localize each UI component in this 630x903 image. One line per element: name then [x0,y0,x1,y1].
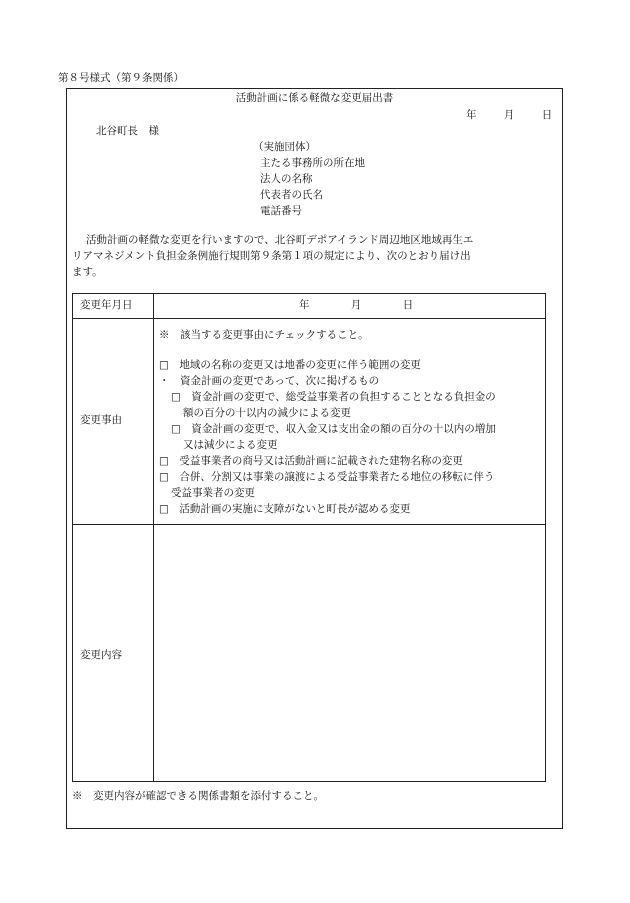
intro-text-line: リアマネジメント負担金条例施行規則第９条第１項の規定により、次のとおり届け出 [72,250,471,262]
reason-option-trade-name-change: □ 受益事業者の商号又は活動計画に記載された建物名称の変更 [159,455,463,467]
form-number: 第８号様式（第９条関係） [58,72,184,84]
applicant-representative-label: 代表者の氏名 [260,189,323,201]
change-reason-label: 変更事由 [80,414,122,426]
reason-option-merger-transfer-cont: 受益事業者の変更 [171,487,255,499]
applicant-phone-label: 電話番号 [260,205,302,217]
change-content-label: 変更内容 [80,649,122,661]
change-date-day: 日 [402,299,414,311]
submission-date [466,109,552,122]
date-day: 日 [541,109,553,121]
footnote: ※ 変更内容が確認できる関係書類を添付すること。 [72,790,324,802]
date-month: 月 [503,109,515,121]
change-date-value [299,299,413,312]
reason-funding-plan-heading: ・ 資金計画の変更であって、次に掲げるもの [159,375,380,387]
intro-text-line: ます。 [72,266,103,278]
change-date-label: 変更年月日 [80,299,133,311]
reason-option-income-change: □ 資金計画の変更で、収入金又は支出金の額の百分の十以内の増加 [171,423,496,435]
addressee: 北谷町長 様 [96,125,159,137]
applicant-heading: （実施団体） [253,141,316,153]
reason-option-burden-decrease-cont: 額の百分の十以内の減少による変更 [183,407,351,419]
change-date-month: 月 [350,299,362,311]
intro-text-line: 活動計画の軽微な変更を行いますので、北谷町デポアイランド周辺地区地域再生エ [86,234,474,246]
reason-option-mayor-approved: □ 活動計画の実施に支障がないと町長が認める変更 [159,503,411,515]
reason-option-area-change: □ 地域の名称の変更又は地番の変更に伴う範囲の変更 [159,359,421,371]
date-year: 年 [466,109,477,121]
change-date-year: 年 [299,299,310,311]
applicant-address-label: 主たる事務所の所在地 [260,157,365,169]
reason-option-burden-decrease: □ 資金計画の変更で、総受益事業者の負担することとなる負担金の [171,391,496,403]
change-content-field[interactable] [155,526,543,779]
change-reason-note: ※ 該当する変更事由にチェックすること。 [159,329,369,341]
change-table [72,293,546,782]
reason-option-income-change-cont: 又は減少による変更 [183,439,278,451]
applicant-org-name-label: 法人の名称 [260,173,313,185]
form-title: 活動計画に係る軽微な変更届出書 [235,92,394,104]
reason-option-merger-transfer: □ 合併、分割又は事業の譲渡による受益事業者たる地位の移転に伴う [159,471,495,483]
